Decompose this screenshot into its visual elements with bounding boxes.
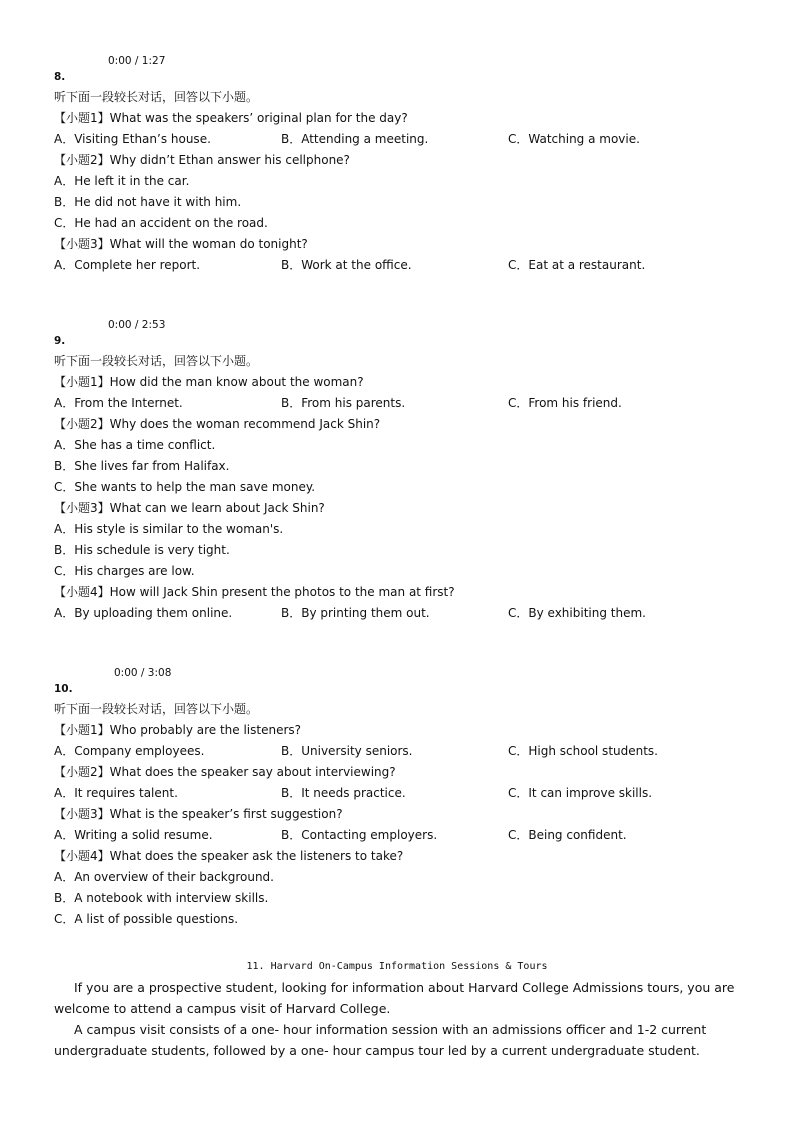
passage-title: 11. Harvard On-Campus Information Sessions & Tours	[246, 961, 548, 972]
option-a: A．Writing a solid resume.	[54, 828, 213, 842]
option-c: C．She wants to help the man save money.	[54, 480, 316, 494]
subquestion: 【小题3】What can we learn about Jack Shin?	[54, 501, 325, 515]
option-a: A．By uploading them online.	[54, 606, 233, 620]
option-a: A．Company employees.	[54, 744, 205, 758]
subquestion: 【小题3】What will the woman do tonight?	[54, 237, 308, 251]
option-b: B．She lives far from Halifax.	[54, 459, 230, 473]
subquestion: 【小题1】Who probably are the listeners?	[54, 723, 302, 737]
subquestion: 【小题2】Why does the woman recommend Jack Shin?	[54, 417, 381, 431]
option-b: B．A notebook with interview skills.	[54, 891, 269, 905]
option-b: B．From his parents.	[281, 396, 406, 410]
option-a: A．An overview of their background.	[54, 870, 274, 884]
audio-time-q8[interactable]: 0:00 / 1:27	[108, 55, 166, 67]
option-c: C．High school students.	[508, 744, 659, 758]
subquestion: 【小题4】What does the speaker ask the listeners to take?	[54, 849, 404, 863]
question-intro: 听下面一段较长对话，回答以下小题。	[54, 702, 259, 716]
subquestion: 【小题2】What does the speaker say about interviewing?	[54, 765, 396, 779]
question-number: 9.	[54, 335, 66, 347]
subquestion: 【小题3】What is the speaker’s first suggestion?	[54, 807, 343, 821]
option-a: A．Visiting Ethan’s house.	[54, 132, 211, 146]
option-c: C．His charges are low.	[54, 564, 195, 578]
option-c: C．He had an accident on the road.	[54, 216, 268, 230]
option-a: A．Complete her report.	[54, 258, 201, 272]
subquestion: 【小题4】How will Jack Shin present the photos to the man at first?	[54, 585, 455, 599]
option-b: B．Work at the office.	[281, 258, 412, 272]
question-intro: 听下面一段较长对话，回答以下小题。	[54, 354, 259, 368]
option-a: A．He left it in the car.	[54, 174, 190, 188]
option-b: B．Attending a meeting.	[281, 132, 429, 146]
option-b: B．Contacting employers.	[281, 828, 438, 842]
option-c: C．Being confident.	[508, 828, 627, 842]
option-a: A．It requires talent.	[54, 786, 178, 800]
option-b: B．University seniors.	[281, 744, 413, 758]
option-c: C．It can improve skills.	[508, 786, 653, 800]
subquestion: 【小题1】How did the man know about the woman?	[54, 375, 364, 389]
option-b: B．It needs practice.	[281, 786, 406, 800]
option-c: C．A list of possible questions.	[54, 912, 239, 926]
audio-time-q9[interactable]: 0:00 / 2:53	[108, 319, 166, 331]
option-a: A．His style is similar to the woman's.	[54, 522, 284, 536]
option-c: C．Eat at a restaurant.	[508, 258, 646, 272]
option-c: C．From his friend.	[508, 396, 622, 410]
question-intro: 听下面一段较长对话，回答以下小题。	[54, 90, 259, 104]
option-c: C．By exhibiting them.	[508, 606, 646, 620]
option-b: B．His schedule is very tight.	[54, 543, 230, 557]
option-c: C．Watching a movie.	[508, 132, 640, 146]
passage-paragraph-2: A campus visit consists of a one- hour information session with an admissions officer and 1-2 current undergraduate students, followed by a one- hour campus tour led by a current undergraduate student.	[54, 1022, 707, 1058]
question-number: 8.	[54, 71, 66, 83]
audio-time-q10[interactable]: 0:00 / 3:08	[114, 667, 172, 679]
passage-paragraph-1: If you are a prospective student, looking for information about Harvard College Admissions tours, you are welcome to attend a campus visit of Harvard College.	[54, 980, 735, 1016]
option-a: A．She has a time conflict.	[54, 438, 216, 452]
subquestion: 【小题1】What was the speakers’ original plan for the day?	[54, 111, 408, 125]
option-a: A．From the Internet.	[54, 396, 183, 410]
option-b: B．By printing them out.	[281, 606, 430, 620]
question-number: 10.	[54, 683, 73, 695]
option-b: B．He did not have it with him.	[54, 195, 242, 209]
subquestion: 【小题2】Why didn’t Ethan answer his cellphone?	[54, 153, 350, 167]
